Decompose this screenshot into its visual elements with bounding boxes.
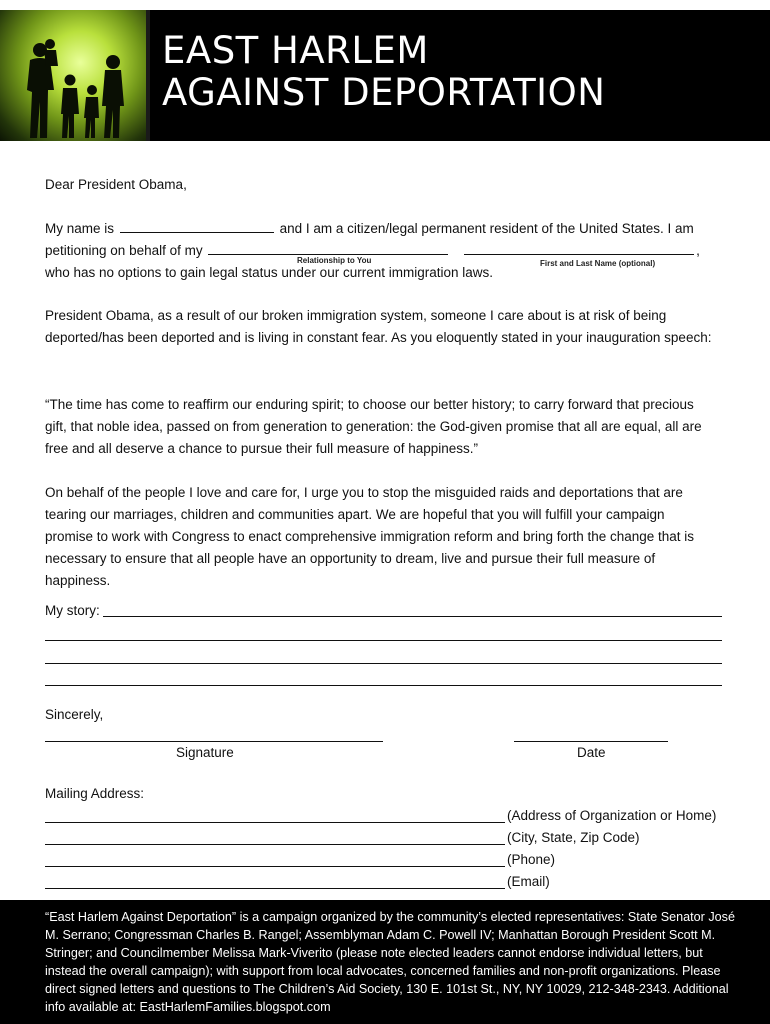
campaign-info-text: “East Harlem Against Deportation” is a campaign organized by the community’s elected representatives: State Senator José M. Serrano; Congressman Charles B. Rangel; Assemblyman Adam C. Powell IV; Manhattan Borough President Scott M. Stringer; and Councilmember Melissa Mark-Viverito (please note elected leaders cannot endorse individual letters, but instead the overall campaign); with support from local advocates, concerned families and non-profit organizations. Please direct signed letters and questions to The Children’s Aid Society, 130 E. 101st St., NY, NY 10029, 212-348-2343. Additional info available at: EastHarlemFamilies.blogspot.com: [45, 910, 735, 1014]
email-line[interactable]: [45, 888, 505, 889]
phone-line[interactable]: [45, 866, 505, 867]
family-silhouette-image: [0, 10, 146, 141]
petitioning-text: petitioning on behalf of my: [45, 243, 203, 258]
title-line-2: AGAINST DEPORTATION: [162, 71, 606, 114]
citizen-text: and I am a citizen/legal permanent resident of the United States. I am: [279, 221, 694, 236]
page-title: [162, 30, 605, 114]
mailing-address-label: Mailing Address:: [45, 786, 145, 801]
story-line-3[interactable]: [45, 663, 722, 664]
title-line-1: EAST HARLEM: [162, 29, 429, 72]
my-story-label: My story:: [45, 603, 100, 618]
address-caption: (Address of Organization or Home): [507, 808, 717, 823]
relationship-field[interactable]: [208, 240, 448, 255]
inauguration-quote: “The time has come to reaffirm our enduring spirit; to choose our better history; to carry forward that precious gift, that noble idea, passed on from generation to generation: the God-given promise that all are equal, all are free and all deserve a chance to pursue their full measure of happiness.”: [45, 397, 702, 456]
relationship-caption: Relationship to You: [297, 256, 372, 265]
no-options-text: who has no options to gain legal status under our current immigration laws.: [45, 265, 493, 280]
story-line-2[interactable]: [45, 640, 722, 641]
salutation: Dear President Obama,: [45, 177, 187, 192]
page-footer: [0, 900, 770, 1024]
sincerely-text: Sincerely,: [45, 707, 104, 722]
signature-caption: Signature: [176, 745, 234, 760]
phone-caption: (Phone): [507, 852, 556, 867]
paragraph-fear: President Obama, as a result of our broken immigration system, someone I care about is at risk of being deported/has been deported and is living in constant fear. As you eloquently stated in your inauguration speech:: [45, 308, 712, 345]
name-caption: First and Last Name (optional): [540, 259, 656, 268]
story-line-4[interactable]: [45, 685, 722, 686]
city-state-zip-caption: (City, State, Zip Code): [507, 830, 640, 845]
person-name-field[interactable]: [464, 240, 694, 255]
date-caption: Date: [577, 745, 606, 760]
story-line-1[interactable]: [103, 616, 722, 617]
my-name-is-text: My name is: [45, 221, 115, 236]
date-line[interactable]: [514, 741, 668, 742]
page-header: [0, 10, 770, 141]
email-caption: (Email): [507, 874, 550, 889]
comma-text: ,: [696, 243, 700, 258]
name-field[interactable]: [120, 218, 274, 233]
address-line[interactable]: [45, 822, 505, 823]
intro-line-1: [45, 218, 745, 240]
paragraph-urge: On behalf of the people I love and care for, I urge you to stop the misguided raids and deportations that are tearing our marriages, children and communities apart. We are hopeful that you will fulfill your campaign promise to work with Congress to enact comprehensive immigration reform and bring forth the change that is necessary to ensure that all people have an opportunity to dream, live and pursue their full measure of happiness.: [45, 485, 695, 588]
city-state-zip-line[interactable]: [45, 844, 505, 845]
header-divider: [146, 10, 150, 141]
signature-line[interactable]: [45, 741, 383, 742]
